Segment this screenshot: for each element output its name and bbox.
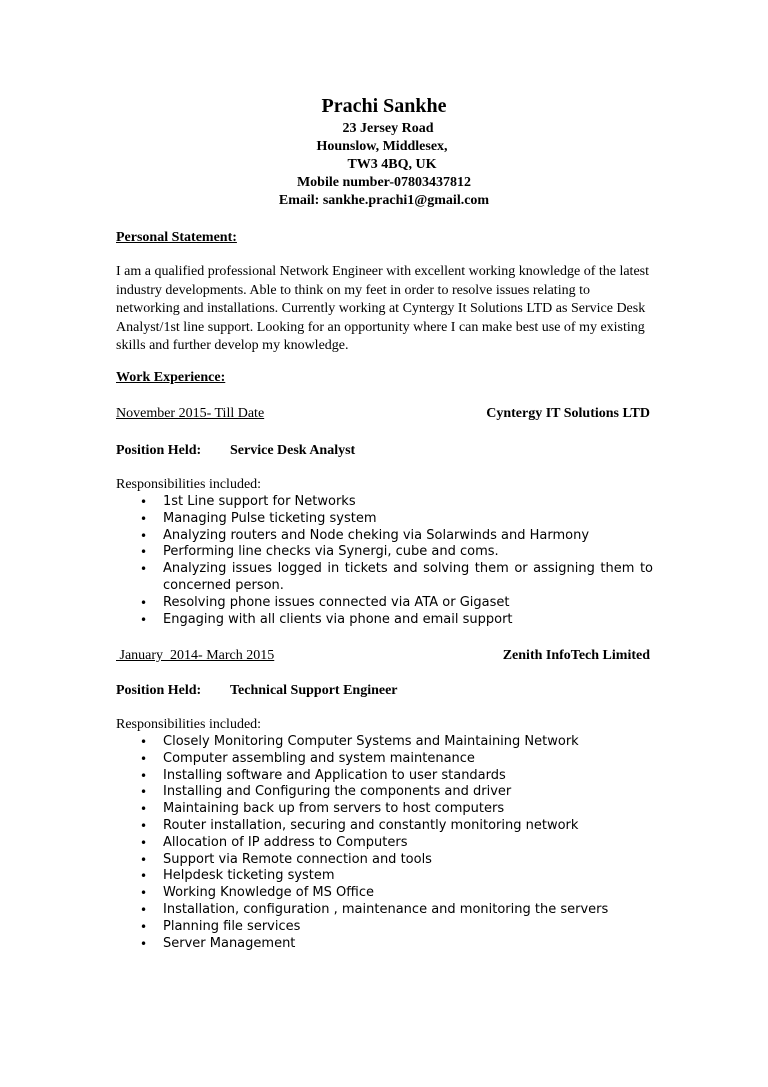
list-item: [116, 801, 653, 818]
bullet-icon: •: [140, 919, 148, 934]
personal-statement-text: I am a qualified professional Network Engineer with excellent working knowledge of the latest industry developments. Able to think on my feet in order to resolve issues relating to networking and installations. Currently working at Cyntergy It Solutions LTD as Service Desk Analyst/1st line support. Looking for an opportunity where I can make best use of my existing skills and further develop my knowledge.: [116, 264, 649, 353]
list-item: [116, 768, 653, 785]
responsibility-text: Computer assembling and system maintenance: [163, 750, 475, 766]
responsibility-text: Performing line checks via Synergi, cube and coms.: [163, 544, 499, 560]
responsibility-text: Installing and Configuring the components and driver: [163, 784, 512, 800]
responsibility-text: Planning file services: [163, 918, 301, 934]
list-item: [116, 919, 653, 936]
job-2-position-label: Position Held:: [116, 683, 202, 698]
bullet-icon: •: [140, 751, 148, 766]
list-item: [116, 784, 653, 801]
job-2-company: Zenith InfoTech Limited: [502, 648, 650, 663]
bullet-icon: •: [140, 886, 148, 901]
personal-statement-heading: Personal Statement:: [116, 230, 237, 245]
list-item: [116, 868, 653, 885]
address-line-2: Hounslow, Middlesex,: [316, 139, 448, 154]
responsibility-text: Installation, configuration , maintenance and monitoring the servers: [163, 901, 609, 917]
bullet-icon: •: [140, 495, 148, 509]
list-item: [116, 494, 653, 511]
responsibility-text: Router installation, securing and constantly monitoring network: [163, 817, 579, 833]
bullet-icon: •: [140, 735, 148, 749]
list-item: [116, 561, 653, 595]
bullet-icon: •: [140, 852, 148, 867]
bullet-icon: •: [140, 562, 148, 577]
responsibility-text: Allocation of IP address to Computers: [163, 834, 408, 850]
job-2-position: [116, 683, 652, 699]
bullet-icon: •: [140, 528, 148, 543]
responsibility-text: Closely Monitoring Computer Systems and Maintaining Network: [163, 734, 579, 749]
bullet-icon: •: [140, 785, 148, 800]
bullet-icon: •: [140, 818, 148, 833]
list-item: [116, 528, 653, 545]
bullet-icon: •: [140, 511, 148, 526]
responsibility-text: Analyzing issues logged in tickets and solving them or assigning them to concerned person.: [163, 561, 653, 593]
list-item: [116, 595, 653, 612]
list-item: [116, 852, 653, 869]
list-item: [116, 612, 653, 629]
job-2-responsibilities-list: [116, 734, 653, 952]
job-2-dates: January 2014- March 2015: [116, 648, 275, 663]
job-1-dates: November 2015- Till Date: [116, 406, 265, 421]
responsibility-text: Working Knowledge of MS Office: [163, 885, 374, 901]
job-1-position: [116, 443, 652, 459]
list-item: [116, 835, 653, 852]
job-1-company: Cyntergy IT Solutions LTD: [486, 406, 650, 421]
mobile-number: Mobile number-07803437812: [296, 175, 472, 190]
list-item: [116, 544, 653, 561]
list-item: [116, 936, 653, 953]
responsibility-text: Resolving phone issues connected via ATA or Gigaset: [163, 594, 510, 610]
job-1-responsibilities-label: Responsibilities included:: [116, 477, 262, 492]
responsibility-text: Helpdesk ticketing system: [163, 868, 335, 884]
email-address: Email: sankhe.prachi1@gmail.com: [278, 193, 490, 208]
bullet-icon: •: [140, 545, 148, 560]
work-experience-heading: Work Experience:: [116, 370, 226, 385]
bullet-icon: •: [140, 802, 148, 817]
responsibility-text: Analyzing routers and Node cheking via Solarwinds and Harmony: [163, 527, 590, 543]
job-1-position-title: Service Desk Analyst: [230, 443, 356, 458]
responsibility-text: Server Management: [163, 935, 296, 951]
responsibility-text: Engaging with all clients via phone and email support: [163, 611, 513, 627]
responsibility-text: Support via Remote connection and tools: [163, 851, 432, 867]
list-item: [116, 902, 653, 919]
address-line-1: 23 Jersey Road: [342, 121, 434, 136]
responsibility-text: Maintaining back up from servers to host computers: [163, 801, 505, 817]
candidate-name: Prachi Sankhe: [321, 95, 447, 117]
list-item: [116, 734, 653, 751]
list-item: [116, 511, 653, 528]
bullet-icon: •: [140, 869, 148, 884]
responsibility-text: Managing Pulse ticketing system: [163, 510, 377, 526]
job-1-responsibilities-list: [116, 494, 653, 628]
job-1-position-label: Position Held:: [116, 443, 202, 458]
job-2-position-title: Technical Support Engineer: [230, 683, 398, 698]
bullet-icon: •: [140, 595, 148, 610]
bullet-icon: •: [140, 768, 148, 783]
bullet-icon: •: [140, 612, 148, 627]
job-2-responsibilities-label: Responsibilities included:: [116, 717, 262, 732]
bullet-icon: •: [140, 936, 148, 951]
bullet-icon: •: [140, 835, 148, 850]
list-item: [116, 885, 653, 902]
list-item: [116, 751, 653, 768]
responsibility-text: Installing software and Application to user standards: [163, 767, 506, 783]
list-item: [116, 818, 653, 835]
address-line-3: TW3 4BQ, UK: [347, 157, 437, 172]
bullet-icon: •: [140, 902, 148, 917]
responsibility-text: 1st Line support for Networks: [163, 494, 356, 509]
